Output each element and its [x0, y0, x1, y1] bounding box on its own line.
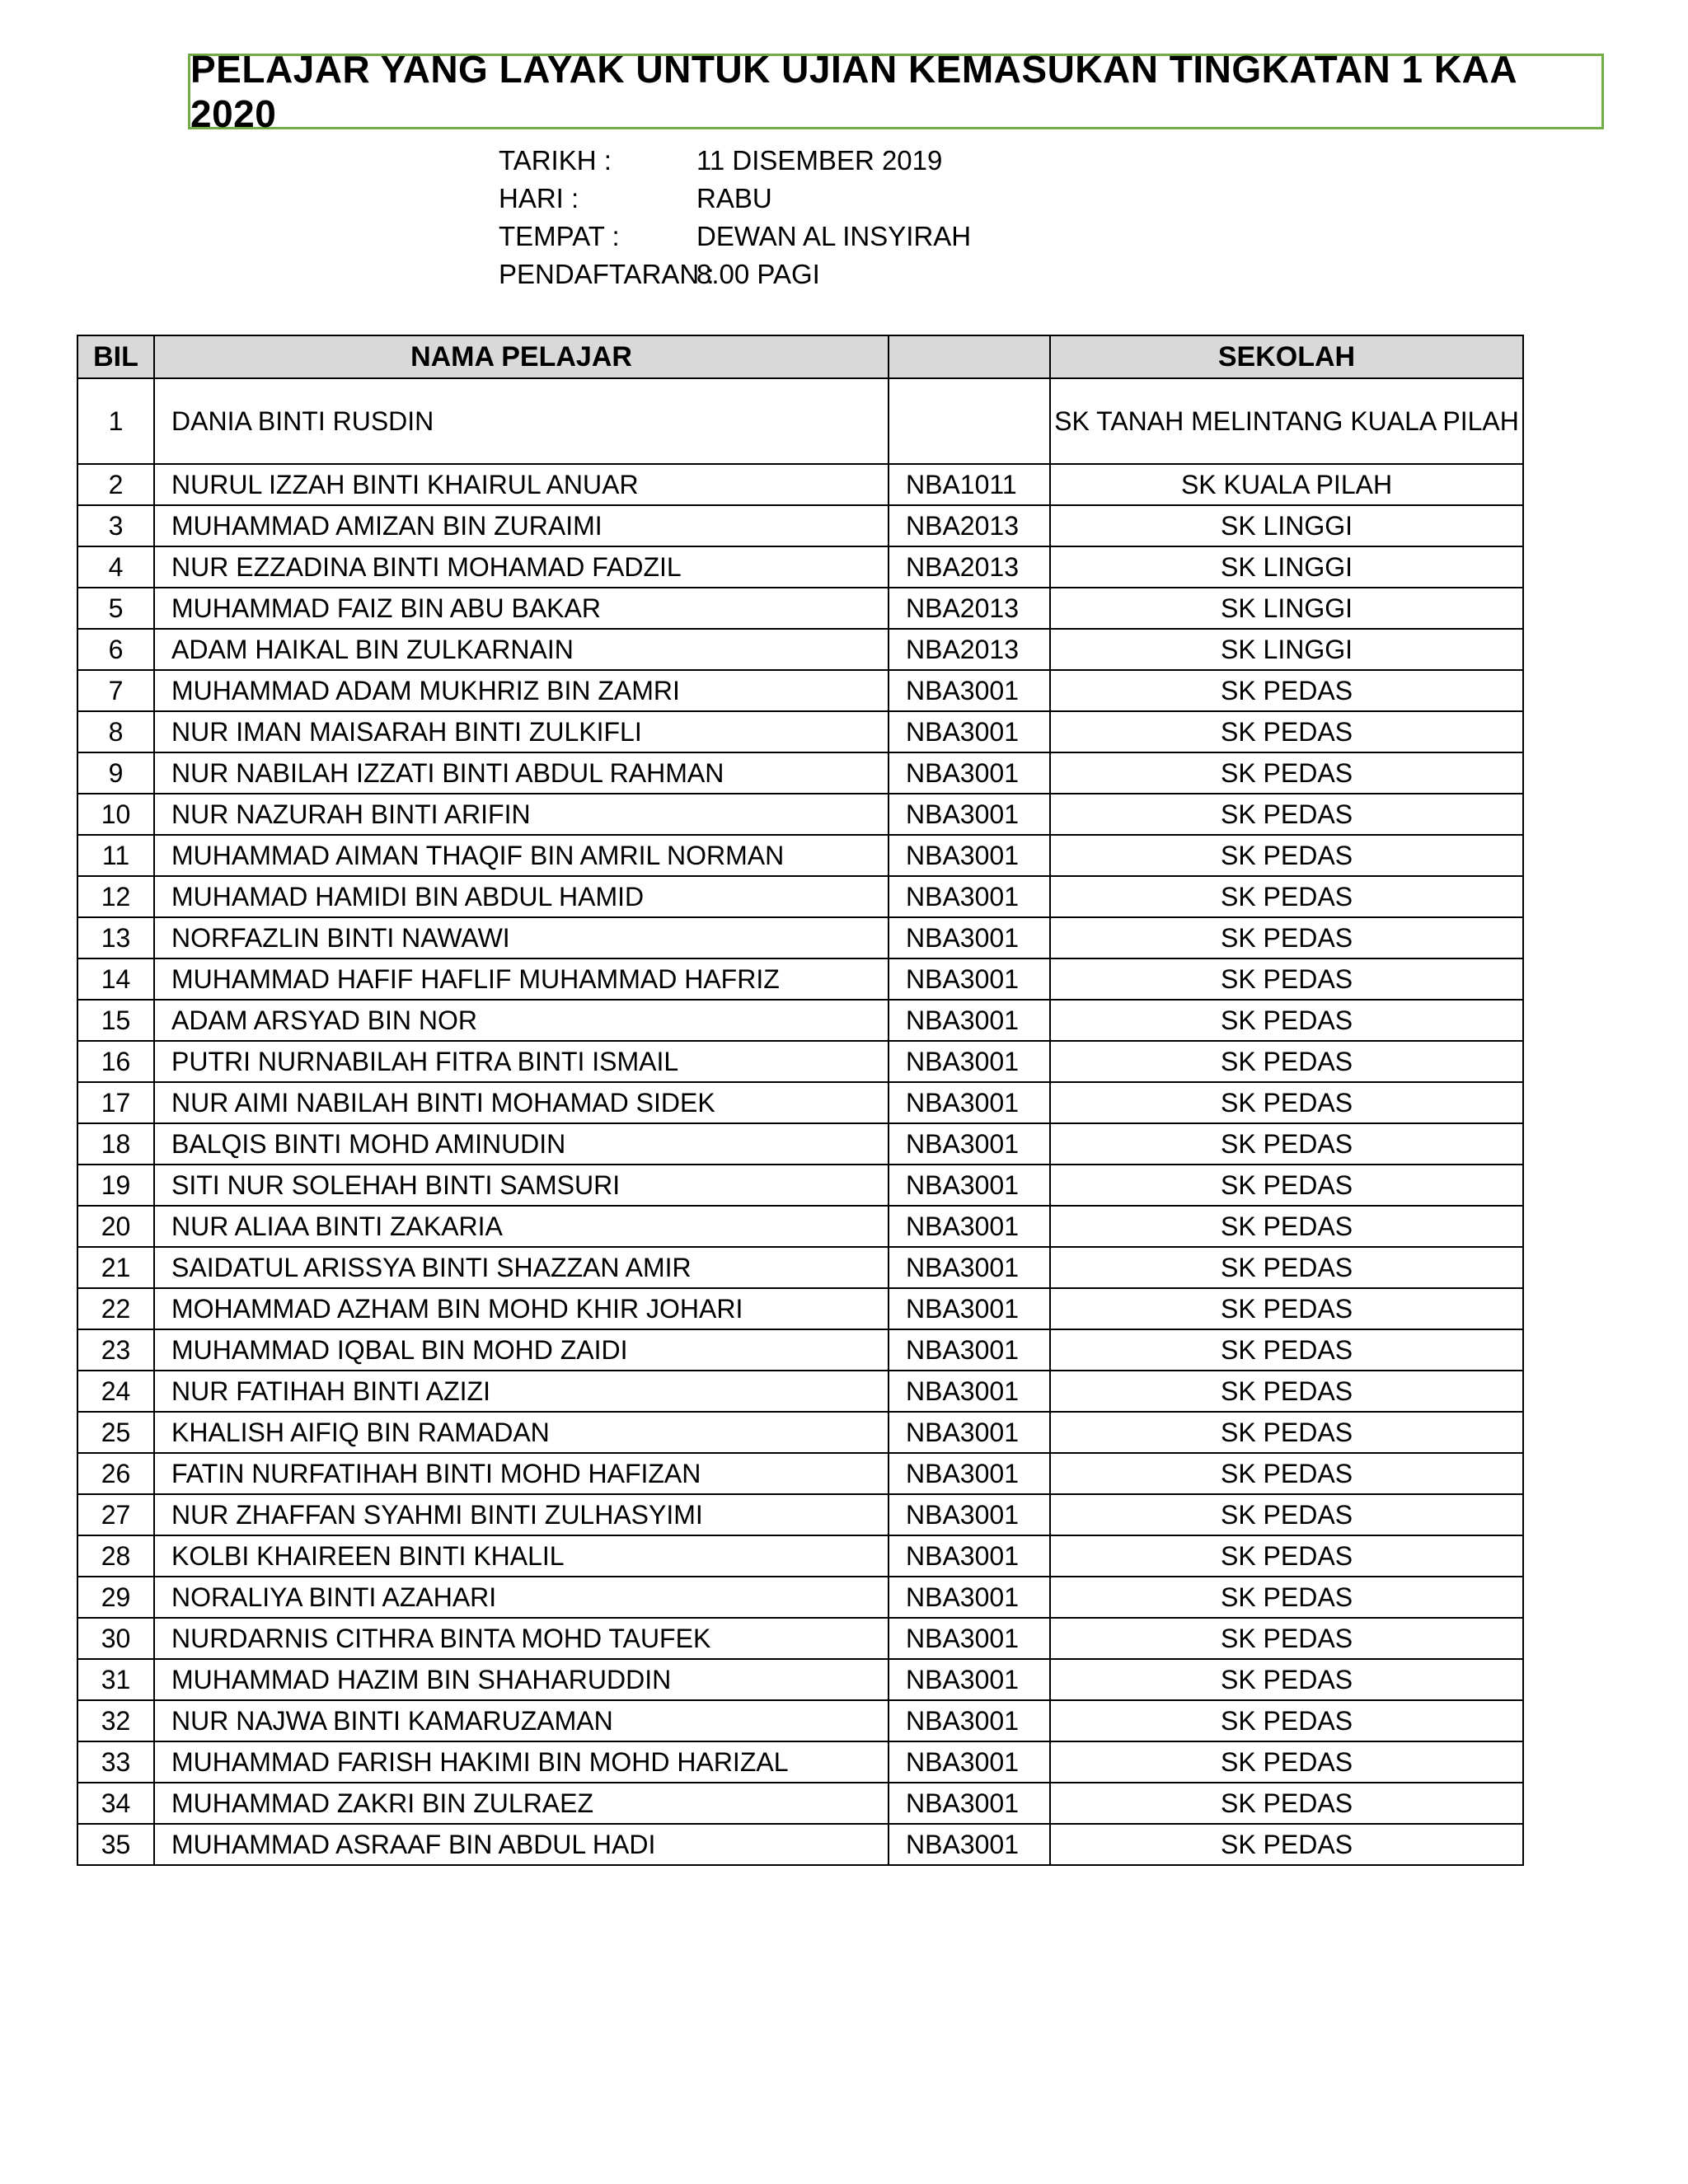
cell-kod: NBA3001 — [889, 1577, 1050, 1618]
cell-bil: 34 — [77, 1783, 154, 1824]
cell-kod: NBA3001 — [889, 1329, 1050, 1371]
table-row — [77, 1494, 1523, 1535]
cell-sekolah: SK PEDAS — [1050, 1288, 1523, 1329]
cell-kod: NBA3001 — [889, 1288, 1050, 1329]
info-row-tarikh — [499, 142, 971, 180]
cell-sekolah: SK PEDAS — [1050, 1206, 1523, 1247]
info-row-tempat — [499, 218, 971, 255]
cell-sekolah: SK PEDAS — [1050, 752, 1523, 794]
table-row — [77, 1577, 1523, 1618]
cell-bil: 24 — [77, 1371, 154, 1412]
cell-bil: 8 — [77, 711, 154, 752]
cell-nama: DANIA BINTI RUSDIN — [154, 378, 889, 464]
cell-kod: NBA3001 — [889, 1453, 1050, 1494]
info-label: PENDAFTARAN : — [499, 259, 715, 289]
header-nama: NAMA PELAJAR — [154, 335, 889, 378]
table-row — [77, 1082, 1523, 1123]
cell-sekolah: SK PEDAS — [1050, 1123, 1523, 1165]
cell-bil: 3 — [77, 505, 154, 546]
cell-bil: 5 — [77, 588, 154, 629]
cell-kod: NBA3001 — [889, 1824, 1050, 1865]
table-row — [77, 835, 1523, 876]
cell-kod: NBA3001 — [889, 794, 1050, 835]
table-body — [77, 378, 1523, 1865]
cell-kod: NBA3001 — [889, 1123, 1050, 1165]
cell-kod: NBA3001 — [889, 711, 1050, 752]
table-row — [77, 1659, 1523, 1700]
cell-nama: MUHAMMAD IQBAL BIN MOHD ZAIDI — [154, 1329, 889, 1371]
table-row — [77, 1741, 1523, 1783]
cell-sekolah: SK PEDAS — [1050, 1494, 1523, 1535]
cell-kod: NBA3001 — [889, 917, 1050, 958]
cell-nama: MUHAMMAD ADAM MUKHRIZ BIN ZAMRI — [154, 670, 889, 711]
cell-nama: NUR FATIHAH BINTI AZIZI — [154, 1371, 889, 1412]
cell-sekolah: SK PEDAS — [1050, 1412, 1523, 1453]
cell-nama: NUR ALIAA BINTI ZAKARIA — [154, 1206, 889, 1247]
cell-nama: NUR ZHAFFAN SYAHMI BINTI ZULHASYIMI — [154, 1494, 889, 1535]
cell-sekolah: SK PEDAS — [1050, 794, 1523, 835]
table-row — [77, 1123, 1523, 1165]
cell-kod: NBA3001 — [889, 1535, 1050, 1577]
cell-sekolah: SK PEDAS — [1050, 958, 1523, 1000]
cell-kod: NBA3001 — [889, 752, 1050, 794]
header-bil: BIL — [77, 335, 154, 378]
cell-bil: 2 — [77, 464, 154, 505]
cell-bil: 21 — [77, 1247, 154, 1288]
cell-nama: MUHAMMAD FARISH HAKIMI BIN MOHD HARIZAL — [154, 1741, 889, 1783]
cell-nama: NUR AIMI NABILAH BINTI MOHAMAD SIDEK — [154, 1082, 889, 1123]
cell-kod: NBA3001 — [889, 835, 1050, 876]
table-row — [77, 378, 1523, 464]
cell-kod: NBA3001 — [889, 1371, 1050, 1412]
header-kod — [889, 335, 1050, 378]
cell-bil: 12 — [77, 876, 154, 917]
cell-nama: MUHAMAD HAMIDI BIN ABDUL HAMID — [154, 876, 889, 917]
cell-kod: NBA3001 — [889, 670, 1050, 711]
cell-nama: NUR EZZADINA BINTI MOHAMAD FADZIL — [154, 546, 889, 588]
cell-bil: 19 — [77, 1165, 154, 1206]
cell-bil: 14 — [77, 958, 154, 1000]
table-row — [77, 1700, 1523, 1741]
table-row — [77, 546, 1523, 588]
cell-bil: 11 — [77, 835, 154, 876]
cell-kod: NBA3001 — [889, 1206, 1050, 1247]
info-row-hari — [499, 180, 971, 218]
cell-kod: NBA3001 — [889, 1783, 1050, 1824]
table-row — [77, 752, 1523, 794]
cell-bil: 33 — [77, 1741, 154, 1783]
cell-nama: MUHAMMAD AIMAN THAQIF BIN AMRIL NORMAN — [154, 835, 889, 876]
cell-kod: NBA3001 — [889, 1494, 1050, 1535]
table-row — [77, 1206, 1523, 1247]
cell-bil: 20 — [77, 1206, 154, 1247]
cell-sekolah: SK PEDAS — [1050, 876, 1523, 917]
cell-bil: 32 — [77, 1700, 154, 1741]
cell-bil: 28 — [77, 1535, 154, 1577]
cell-nama: MOHAMMAD AZHAM BIN MOHD KHIR JOHARI — [154, 1288, 889, 1329]
cell-sekolah: SK PEDAS — [1050, 1824, 1523, 1865]
info-value: RABU — [696, 183, 772, 213]
table-row — [77, 1329, 1523, 1371]
table-row — [77, 629, 1523, 670]
cell-kod: NBA3001 — [889, 1412, 1050, 1453]
info-label: TARIKH : — [499, 145, 612, 176]
cell-sekolah: SK PEDAS — [1050, 711, 1523, 752]
student-table — [77, 335, 1524, 1866]
cell-nama: NUR NAJWA BINTI KAMARUZAMAN — [154, 1700, 889, 1741]
info-value: 11 DISEMBER 2019 — [696, 145, 943, 176]
cell-sekolah: SK PEDAS — [1050, 1659, 1523, 1700]
table-row — [77, 876, 1523, 917]
cell-sekolah: SK PEDAS — [1050, 1453, 1523, 1494]
cell-bil: 7 — [77, 670, 154, 711]
cell-bil: 29 — [77, 1577, 154, 1618]
cell-kod: NBA3001 — [889, 1165, 1050, 1206]
cell-kod: NBA2013 — [889, 546, 1050, 588]
cell-nama: PUTRI NURNABILAH FITRA BINTI ISMAIL — [154, 1041, 889, 1082]
cell-bil: 16 — [77, 1041, 154, 1082]
info-value: DEWAN AL INSYIRAH — [696, 221, 972, 251]
page-title: PELAJAR YANG LAYAK UNTUK UJIAN KEMASUKAN TINGKATAN 1 KAA 2020 — [190, 48, 1517, 135]
cell-nama: NORFAZLIN BINTI NAWAWI — [154, 917, 889, 958]
cell-nama: FATIN NURFATIHAH BINTI MOHD HAFIZAN — [154, 1453, 889, 1494]
info-label: HARI : — [499, 183, 579, 213]
cell-sekolah: SK PEDAS — [1050, 1247, 1523, 1288]
table-row — [77, 1041, 1523, 1082]
cell-sekolah: SK PEDAS — [1050, 1041, 1523, 1082]
cell-sekolah: SK PEDAS — [1050, 835, 1523, 876]
cell-sekolah: SK PEDAS — [1050, 1577, 1523, 1618]
cell-sekolah: SK PEDAS — [1050, 1082, 1523, 1123]
table-row — [77, 1824, 1523, 1865]
page-title-box — [188, 48, 1604, 135]
table-row — [77, 958, 1523, 1000]
table-row — [77, 670, 1523, 711]
cell-nama: NUR NABILAH IZZATI BINTI ABDUL RAHMAN — [154, 752, 889, 794]
info-label: TEMPAT : — [499, 221, 620, 251]
info-value: 8.00 PAGI — [696, 259, 820, 289]
cell-kod: NBA3001 — [889, 1700, 1050, 1741]
cell-kod: NBA3001 — [889, 958, 1050, 1000]
cell-nama: KHALISH AIFIQ BIN RAMADAN — [154, 1412, 889, 1453]
cell-nama: MUHAMMAD HAFIF HAFLIF MUHAMMAD HAFRIZ — [154, 958, 889, 1000]
table-row — [77, 1288, 1523, 1329]
cell-sekolah: SK PEDAS — [1050, 1618, 1523, 1659]
cell-kod: NBA2013 — [889, 588, 1050, 629]
cell-bil: 23 — [77, 1329, 154, 1371]
cell-nama: MUHAMMAD ZAKRI BIN ZULRAEZ — [154, 1783, 889, 1824]
cell-nama: MUHAMMAD AMIZAN BIN ZURAIMI — [154, 505, 889, 546]
cell-nama: NUR IMAN MAISARAH BINTI ZULKIFLI — [154, 711, 889, 752]
cell-kod — [889, 378, 1050, 464]
cell-kod: NBA3001 — [889, 1247, 1050, 1288]
cell-bil: 1 — [77, 378, 154, 464]
cell-nama: SITI NUR SOLEHAH BINTI SAMSURI — [154, 1165, 889, 1206]
cell-nama: NUR NAZURAH BINTI ARIFIN — [154, 794, 889, 835]
table-row — [77, 917, 1523, 958]
cell-nama: MUHAMMAD HAZIM BIN SHAHARUDDIN — [154, 1659, 889, 1700]
table-row — [77, 1535, 1523, 1577]
cell-sekolah: SK PEDAS — [1050, 1741, 1523, 1783]
cell-sekolah: SK PEDAS — [1050, 1700, 1523, 1741]
cell-sekolah: SK LINGGI — [1050, 505, 1523, 546]
table-header-row — [77, 335, 1523, 378]
cell-nama: NORALIYA BINTI AZAHARI — [154, 1577, 889, 1618]
cell-sekolah: SK PEDAS — [1050, 1329, 1523, 1371]
cell-bil: 26 — [77, 1453, 154, 1494]
cell-bil: 6 — [77, 629, 154, 670]
cell-kod: NBA3001 — [889, 1000, 1050, 1041]
cell-sekolah: SK PEDAS — [1050, 1535, 1523, 1577]
table-row — [77, 1618, 1523, 1659]
cell-kod: NBA3001 — [889, 1659, 1050, 1700]
cell-bil: 13 — [77, 917, 154, 958]
cell-kod: NBA3001 — [889, 1618, 1050, 1659]
cell-sekolah: SK PEDAS — [1050, 670, 1523, 711]
cell-nama: NURDARNIS CITHRA BINTA MOHD TAUFEK — [154, 1618, 889, 1659]
cell-bil: 27 — [77, 1494, 154, 1535]
cell-sekolah: SK LINGGI — [1050, 546, 1523, 588]
table-row — [77, 1783, 1523, 1824]
cell-kod: NBA2013 — [889, 505, 1050, 546]
cell-bil: 17 — [77, 1082, 154, 1123]
cell-nama: BALQIS BINTI MOHD AMINUDIN — [154, 1123, 889, 1165]
cell-kod: NBA3001 — [889, 1041, 1050, 1082]
cell-kod: NBA3001 — [889, 1741, 1050, 1783]
table-row — [77, 711, 1523, 752]
cell-kod: NBA3001 — [889, 1082, 1050, 1123]
cell-bil: 35 — [77, 1824, 154, 1865]
cell-sekolah: SK PEDAS — [1050, 1371, 1523, 1412]
cell-kod: NBA3001 — [889, 876, 1050, 917]
cell-bil: 30 — [77, 1618, 154, 1659]
info-row-pendaftaran — [499, 255, 971, 293]
cell-nama: NURUL IZZAH BINTI KHAIRUL ANUAR — [154, 464, 889, 505]
cell-nama: MUHAMMAD FAIZ BIN ABU BAKAR — [154, 588, 889, 629]
table-row — [77, 1247, 1523, 1288]
cell-bil: 22 — [77, 1288, 154, 1329]
table-row — [77, 1165, 1523, 1206]
table-row — [77, 505, 1523, 546]
cell-nama: SAIDATUL ARISSYA BINTI SHAZZAN AMIR — [154, 1247, 889, 1288]
table-row — [77, 588, 1523, 629]
table-row — [77, 1371, 1523, 1412]
cell-bil: 18 — [77, 1123, 154, 1165]
cell-nama: ADAM ARSYAD BIN NOR — [154, 1000, 889, 1041]
cell-sekolah: SK PEDAS — [1050, 1000, 1523, 1041]
table-row — [77, 1000, 1523, 1041]
cell-bil: 15 — [77, 1000, 154, 1041]
cell-sekolah: SK KUALA PILAH — [1050, 464, 1523, 505]
table-row — [77, 1412, 1523, 1453]
cell-sekolah: SK LINGGI — [1050, 588, 1523, 629]
cell-sekolah: SK PEDAS — [1050, 917, 1523, 958]
table-row — [77, 1453, 1523, 1494]
header-sekolah: SEKOLAH — [1050, 335, 1523, 378]
cell-bil: 4 — [77, 546, 154, 588]
cell-bil: 9 — [77, 752, 154, 794]
cell-nama: ADAM HAIKAL BIN ZULKARNAIN — [154, 629, 889, 670]
cell-nama: MUHAMMAD ASRAAF BIN ABDUL HADI — [154, 1824, 889, 1865]
cell-sekolah: SK PEDAS — [1050, 1783, 1523, 1824]
cell-sekolah: SK TANAH MELINTANG KUALA PILAH — [1050, 378, 1523, 464]
cell-sekolah: SK LINGGI — [1050, 629, 1523, 670]
cell-kod: NBA2013 — [889, 629, 1050, 670]
cell-nama: KOLBI KHAIREEN BINTI KHALIL — [154, 1535, 889, 1577]
exam-info — [499, 142, 971, 293]
table-row — [77, 464, 1523, 505]
cell-bil: 10 — [77, 794, 154, 835]
table-row — [77, 794, 1523, 835]
cell-sekolah: SK PEDAS — [1050, 1165, 1523, 1206]
cell-bil: 25 — [77, 1412, 154, 1453]
cell-bil: 31 — [77, 1659, 154, 1700]
cell-kod: NBA1011 — [889, 464, 1050, 505]
